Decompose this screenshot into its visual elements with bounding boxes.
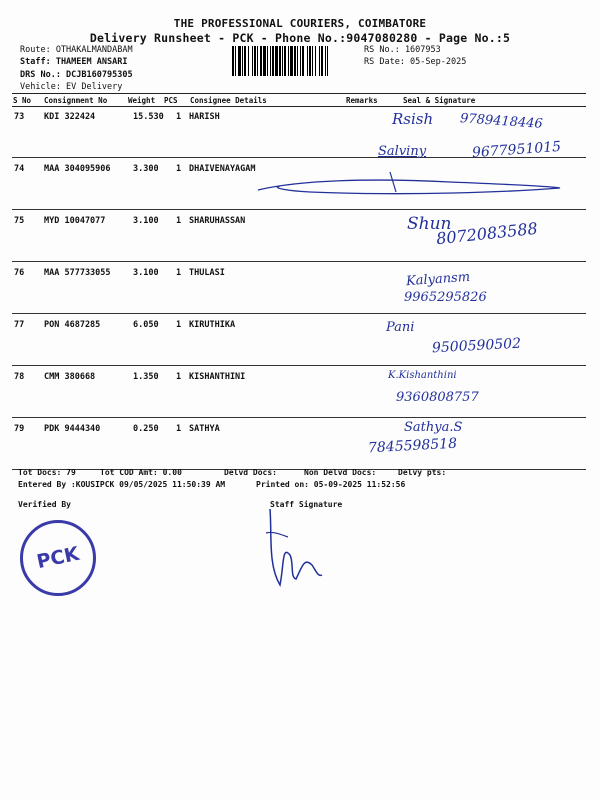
signature-name: Kalyansm bbox=[405, 269, 471, 290]
col-weight: Weight bbox=[128, 96, 156, 105]
signature-phone: 9677951015 bbox=[471, 138, 562, 162]
barcode bbox=[232, 46, 357, 76]
delivered-docs: Delvd Docs: bbox=[224, 468, 277, 477]
table-row bbox=[12, 314, 586, 366]
row-sno: 79 bbox=[14, 424, 25, 434]
table-row bbox=[12, 262, 586, 314]
row-consignment: KDI 322424 bbox=[44, 112, 96, 122]
stamp-text: PCK bbox=[34, 542, 82, 574]
tot-docs: Tot Docs: 79 bbox=[18, 468, 76, 477]
signature-name: Sathya.S bbox=[404, 420, 463, 435]
printed-on: Printed on: 05-09-2025 11:52:56 bbox=[256, 480, 406, 489]
col-remarks: Remarks bbox=[346, 96, 378, 105]
row-sno: 74 bbox=[14, 164, 25, 174]
row-weight: 1.350 bbox=[133, 372, 159, 382]
row-weight: 15.530 bbox=[133, 112, 164, 122]
row-consignment: MAA 577733055 bbox=[44, 268, 111, 278]
pck-stamp bbox=[20, 520, 96, 596]
signature-phone: 9965295826 bbox=[404, 290, 487, 305]
row-pcs: 1 bbox=[176, 424, 182, 434]
row-pcs: 1 bbox=[176, 164, 182, 174]
signature-name: Rsish bbox=[392, 110, 434, 128]
row-consignment: MAA 304095906 bbox=[44, 164, 111, 174]
row-pcs: 1 bbox=[176, 372, 182, 382]
row-consignee: KIRUTHIKA bbox=[189, 320, 236, 330]
runsheet-title: Delivery Runsheet - PCK - Phone No.:9047080280 - Page No.:5 bbox=[89, 31, 511, 45]
row-sno: 78 bbox=[14, 372, 25, 382]
col-consignee: Consignee Details bbox=[190, 96, 267, 105]
route-label: Route: OTHAKALMANDABAM bbox=[20, 45, 133, 55]
col-sno: S No bbox=[13, 96, 32, 105]
row-consignee: HARISH bbox=[189, 112, 220, 122]
non-delivered-docs: Non Delvd Docs: bbox=[304, 468, 377, 477]
signature-name: Pani bbox=[386, 320, 415, 335]
row-sno: 73 bbox=[14, 112, 25, 122]
row-consignee: KISHANTHINI bbox=[189, 372, 246, 382]
row-weight: 3.300 bbox=[133, 164, 159, 174]
header-rule-top bbox=[12, 93, 586, 94]
rs-number: RS No.: 1607953 bbox=[364, 45, 441, 55]
table-row bbox=[12, 210, 586, 262]
row-pcs: 1 bbox=[176, 268, 182, 278]
entered-by: Entered By :KOUSIPCK 09/05/2025 11:50:39 AM bbox=[18, 480, 226, 489]
signature-name: Salviny bbox=[378, 144, 427, 159]
company-title: THE PROFESSIONAL COURIERS, COIMBATORE bbox=[173, 17, 427, 30]
row-sno: 76 bbox=[14, 268, 25, 278]
signature-phone: 9789418446 bbox=[459, 111, 544, 132]
table-row bbox=[12, 366, 586, 418]
verified-by-label: Verified By bbox=[18, 500, 71, 509]
row-weight: 3.100 bbox=[133, 216, 159, 226]
signature-phone: 7845598518 bbox=[367, 435, 458, 457]
row-pcs: 1 bbox=[176, 216, 182, 226]
staff-label: Staff: THAMEEM ANSARI bbox=[20, 57, 128, 67]
row-pcs: 1 bbox=[176, 112, 182, 122]
signature-phone: 8072083588 bbox=[435, 218, 539, 249]
row-weight: 0.250 bbox=[133, 424, 159, 434]
signature-name: Shun bbox=[407, 214, 452, 234]
pen-stroke bbox=[250, 166, 570, 206]
table-row bbox=[12, 418, 586, 470]
drs-label: DRS No.: DCJB160795305 bbox=[20, 70, 133, 80]
signature-name: K.Kishanthini bbox=[388, 370, 457, 381]
row-consignee: SATHYA bbox=[189, 424, 220, 434]
col-consignment: Consignment No bbox=[44, 96, 108, 105]
row-pcs: 1 bbox=[176, 320, 182, 330]
row-weight: 3.100 bbox=[133, 268, 159, 278]
row-consignee: THULASI bbox=[189, 268, 225, 278]
tot-cod-amount: Tot COD Amt: 0.00 bbox=[100, 468, 182, 477]
staff-signature-label: Staff Signature bbox=[270, 500, 343, 509]
row-consignee: DHAIVENAYAGAM bbox=[189, 164, 256, 174]
row-consignment: PDK 9444340 bbox=[44, 424, 101, 434]
delivery-points: Delvy pts: bbox=[398, 468, 447, 477]
row-sno: 77 bbox=[14, 320, 25, 330]
staff-signature bbox=[260, 505, 340, 595]
row-consignment: MYD 10047077 bbox=[44, 216, 106, 226]
signature-phone: 9360808757 bbox=[396, 390, 479, 405]
rs-date: RS Date: 05-Sep-2025 bbox=[364, 57, 467, 67]
col-seal-signature: Seal & Signature bbox=[403, 96, 476, 105]
row-weight: 6.050 bbox=[133, 320, 159, 330]
row-consignee: SHARUHASSAN bbox=[189, 216, 246, 226]
row-sno: 75 bbox=[14, 216, 25, 226]
col-pcs: PCS bbox=[164, 96, 178, 105]
signature-phone: 9500590502 bbox=[431, 335, 522, 357]
vehicle-label: Vehicle: EV Delivery bbox=[20, 82, 123, 92]
row-consignment: PON 4687285 bbox=[44, 320, 101, 330]
row-consignment: CMM 380668 bbox=[44, 372, 96, 382]
